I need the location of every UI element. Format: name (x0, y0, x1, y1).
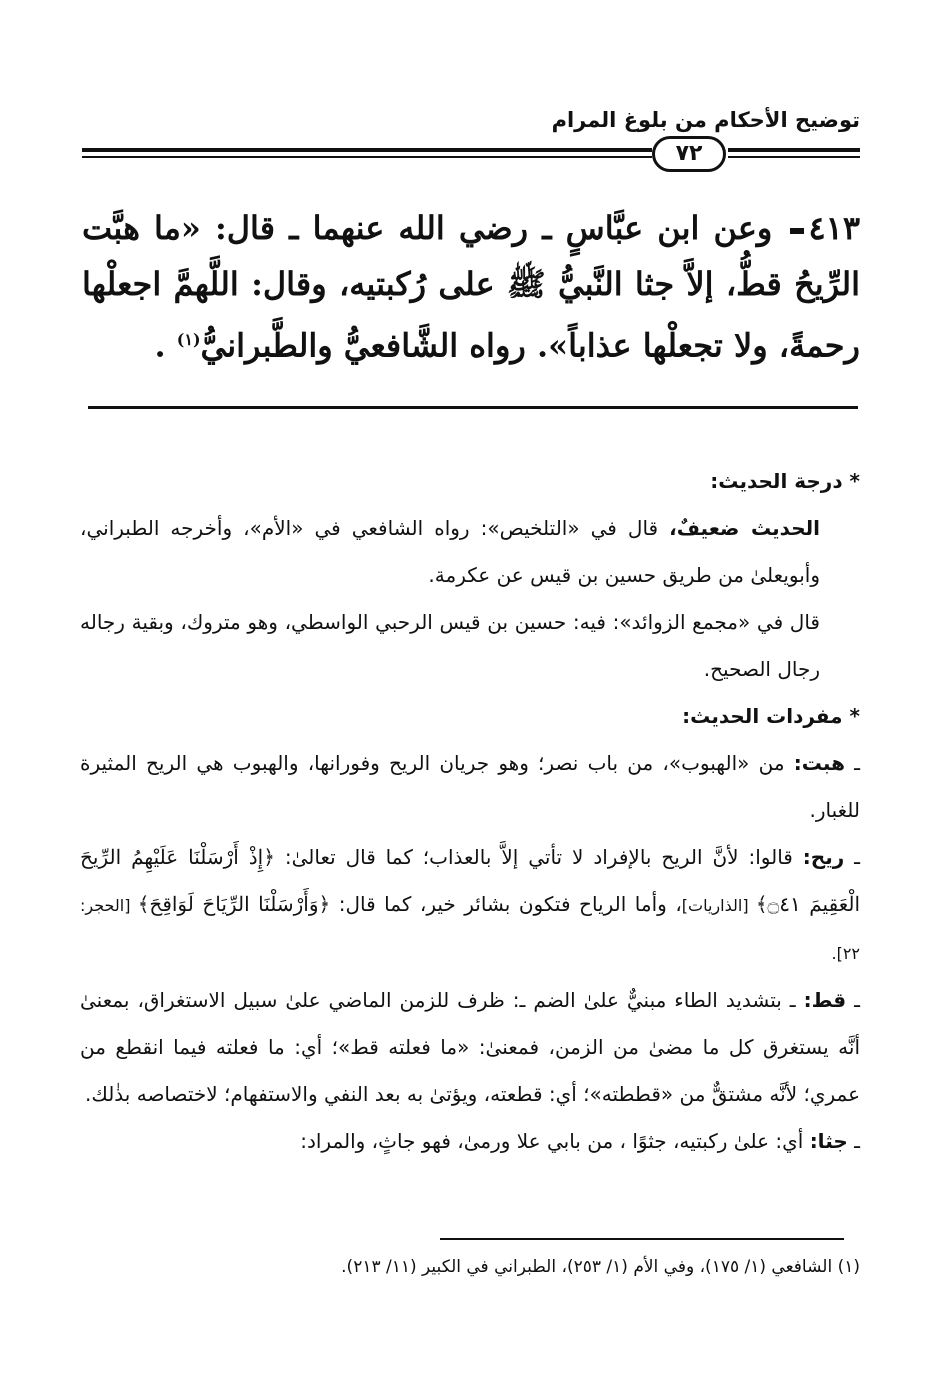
footnote-reference: (١) (176, 330, 201, 349)
hadith-end: . (154, 326, 166, 365)
section-divider (88, 406, 858, 409)
grade-paragraph-1 (80, 505, 860, 599)
grade-paragraph-2: قال في «مجمع الزوائد»: فيه: حسين بن قيس الرحبي الواسطي، وهو متروك، وبقية رجاله رجال الصحيح. (80, 610, 820, 681)
vocab-item-jatha: ـ جثا: أي: علىٰ ركبتيه، جثوًا ، من بابي علا ورمىٰ، فهو جاثٍ، والمراد: (300, 1129, 860, 1153)
grade-heading: * درجة الحديث: (710, 469, 860, 493)
commentary (80, 458, 860, 1165)
vocab-term: ريح: (802, 845, 845, 869)
header-rule-top-left (82, 148, 652, 152)
header-rule-bottom-right (728, 156, 860, 158)
vocab-term: قط: (803, 988, 847, 1012)
vocab-item-habbat: ـ هبت: من «الهبوب»، من باب نصر؛ وهو جريان الريح وفورانها، والهبوب هي الريح المثيرة للغبار. (80, 751, 860, 822)
vocab-definition: أي: علىٰ ركبتيه، جثوًا ، من بابي علا ورمىٰ، فهو جاثٍ، والمراد: (300, 1129, 810, 1153)
vocab-item-qatt: ـ قط: ـ بتشديد الطاء مبنيٌّ علىٰ الضم ـ: ظرف للزمن الماضي علىٰ سبيل الاستغراق، بمعنىٰ أنَّه يستغرق كل ما مضىٰ من الزمن، فمعنىٰ: «ما فعلته قط»؛ أي: ما فعلته فيما انقطع من عمري؛ لأنَّه مشتقٌّ من «قططته»؛ أي: قطعته، ويؤتىٰ به بعد النفي والاستفهام؛ لاختصاصه بذٰلك. (80, 988, 860, 1106)
grade-paragraph-1-text: قال في «التلخيص»: رواه الشافعي في «الأم»، وأخرجه الطبراني، وأبويعلىٰ من طريق حسين بن قيس عن عكرمة. (80, 516, 820, 587)
hadith-text (82, 200, 860, 374)
vocab-definition: من «الهبوب»، من باب نصر؛ وهو جريان الريح وفورانها، والهبوب هي الريح المثيرة للغبار. (80, 751, 860, 822)
quran-verse: ﴿وَأَرْسَلْنَا الرِّيَاحَ لَوَاقِحَ﴾ (137, 892, 331, 916)
header-rule-top-right (728, 148, 860, 152)
vocab-definition: ـ بتشديد الطاء مبنيٌّ علىٰ الضم ـ: ظرف للزمن الماضي علىٰ سبيل الاستغراق، بمعنىٰ أنَّه يستغرق كل ما مضىٰ من الزمن، فمعنىٰ: «ما فعلته قط»؛ أي: ما فعلته فيما انقطع من عمري؛ لأنَّه مشتقٌّ من «قططته»؛ أي: قطعته، ويؤتىٰ به بعد النفي والاستفهام؛ لاختصاصه بذٰلك. (80, 988, 860, 1106)
hadith-number: ٤١٣ (808, 209, 861, 247)
grade-verdict: الحديث ضعيفٌ، (669, 516, 820, 540)
running-header-title: توضيح الأحكام من بلوغ المرام (551, 108, 860, 132)
vocab-definition: قالوا: لأنَّ الريح بالإفراد لا تأتي إلاَّ بالعذاب؛ كما قال تعالىٰ: (274, 845, 803, 869)
hadith-body: وعن ابن عبَّاسٍ ـ رضي الله عنهما ـ قال: «ما هبَّت الرِّيحُ قطُّ، إلاَّ جثا النَّبيُّ ﷺ على رُكبتيه، وقال: اللَّهمَّ اجعلْها رحمةً، ولا تجعلْها عذاباً». رواه الشَّافعيُّ والطَّبرانيُّ (82, 209, 860, 365)
footnote: (١) الشافعي (١/ ١٧٥)، وفي الأم (١/ ٢٥٣)، الطبراني في الكبير (١١/ ٢١٣). (341, 1257, 860, 1277)
header-rule-bottom-left (82, 156, 652, 158)
footnote-rule (440, 1238, 844, 1240)
quran-verse: ﴿إِذْ أَرْسَلْنَا عَلَيْهِمُ الرِّيحَ الْعَقِيمَ ۝٤١﴾ (80, 845, 861, 916)
vocab-item-reeh: ـ ريح: قالوا: لأنَّ الريح بالإفراد لا تأتي إلاَّ بالعذاب؛ كما قال تعالىٰ: ﴿إِذْ أَرْسَلْنَا عَلَيْهِمُ الرِّيحَ الْعَقِيمَ ۝٤١﴾ [الذاريات]، وأما الرياح فتكون بشائر خير، كما قال: ﴿وَأَرْسَلْنَا الرِّيَاحَ لَوَاقِحَ﴾ [الحجر: ٢٢]. (80, 845, 861, 963)
vocab-term: هبت: (793, 751, 845, 775)
surah-reference: [الحجر: ٢٢]. (80, 896, 860, 963)
vocab-term: جثا: (809, 1129, 848, 1153)
vocabulary-heading: * مفردات الحديث: (682, 704, 860, 728)
hadith-dash (790, 228, 804, 234)
surah-reference: [الذاريات] (681, 896, 756, 915)
page-number: ٧٢ (652, 136, 726, 172)
vocab-definition-cont: ، وأما الرياح فتكون بشائر خير، كما قال: (330, 892, 682, 916)
